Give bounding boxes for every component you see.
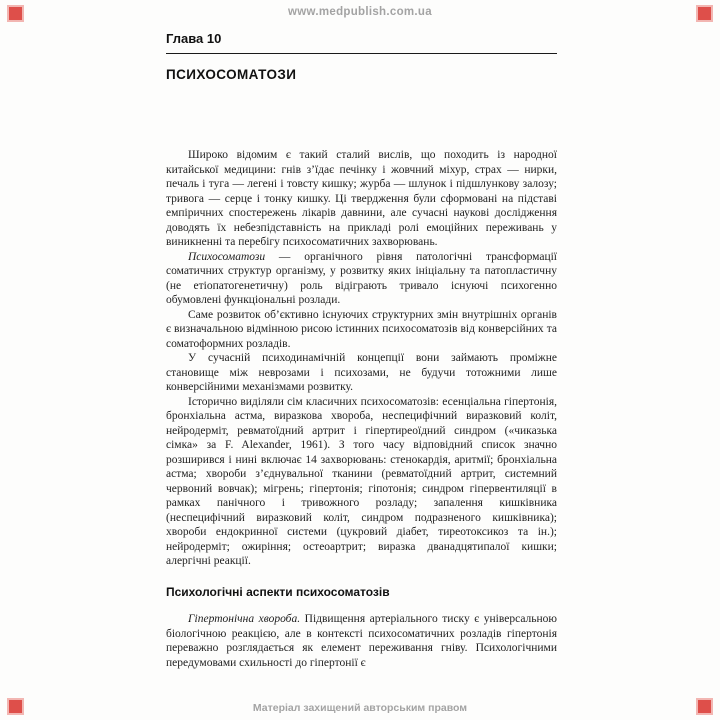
paragraph-text: Саме розвиток об’єктивно існуючих структурних змін внутрішніх органів є визначальною відмінною рисою істинних психосоматозів від конверсійних та соматоформних розладів. xyxy=(166,308,557,350)
body-text xyxy=(166,148,557,670)
paragraph xyxy=(166,395,557,569)
page-content xyxy=(166,31,557,670)
chapter-title: ПСИХОСОМАТОЗИ xyxy=(166,67,297,82)
chapter-label: Глава 10 xyxy=(166,31,222,46)
paragraph-lead-italic: Гіпертонічна хвороба. xyxy=(188,613,301,625)
paragraph-text: Широко відомим є такий сталий вислів, що походить із народної китайської медицини: гнів з’їдає печінку і жовчний міхур, страх — нирки, печаль і туга — легені і товсту кишку; журба — шлунок і підшлункову залозу; тривога — серце і тонку кишку. Ці твердження були сформовані на підставі емпіричних спостережень лікарів давнини, але сучасні наукові дослідження доводять їх небезпідставність на прикладі ролі емоційних переживань у виникненні та перебігу психосоматичних захворювань. xyxy=(166,149,557,248)
paragraph xyxy=(166,612,557,670)
paragraph-text: У сучасній психодинамічній концепції вони займають проміжне становище між неврозами і психозами, не будучи тотожними лише конверсійними механізмами розвитку. xyxy=(166,352,557,393)
paragraph-text: Історично виділяли сім класичних психосоматозів: есенціальна гіпертонія, бронхіальна астма, виразкова хвороба, неспецифічний виразковий коліт, нейродерміт, ревматоїдний артрит і гіпертиреоїдний синдром («чиказька сімка» за F. Alexander, 1961). З того часу відповідний список значно розширився і нині включає 14 захворювань: стенокардія, аритмії; бронхіальна астма; хвороби з’єднувальної тканини (ревматоїдний артрит, системний червоний вовчак); мігрень; гіпертонія; гіпотонія; синдром гіпервентиляції в рамках панічного і тривожного розладу; запалення кишківника (неспецифічний виразковий коліт, синдром подразненого кишківника); хвороби ендокринної системи (цукровий діабет, тиреотоксикоз та ін.); нейродерміт; ожиріння; остеоартрит; виразка дванадцятипалої кишки; алергічні реакції. xyxy=(166,395,557,567)
chapter-rule xyxy=(166,53,557,54)
paragraph xyxy=(166,351,557,395)
paragraph xyxy=(166,308,557,352)
paragraph-lead-italic: Психосоматози xyxy=(188,250,266,263)
copyright-notice: Матеріал захищений авторським правом xyxy=(252,702,468,714)
section-heading: Психологічні аспекти психосоматозів xyxy=(166,584,390,599)
paragraph-text: Підвищення артеріального тиску є універсальною біологічною реакцією, але в контексті психосоматичних розладів гіпертонія переважно розглядається як елемент переживання гніву. Психологічними передумовами схильності до гіпертонії є xyxy=(166,613,557,669)
paragraph xyxy=(166,148,557,250)
paragraph xyxy=(166,250,557,308)
publisher-url-watermark: www.medpublish.com.ua xyxy=(288,6,432,18)
paragraph-text: — органічного рівня патологічні трансформації соматичних структур організму, у розвитку яких ініціальну та патопластичну (не етіопатогенетичну) роль відіграють тривало існуючі психогенно обумовлені функціональні розлади. xyxy=(166,250,557,306)
